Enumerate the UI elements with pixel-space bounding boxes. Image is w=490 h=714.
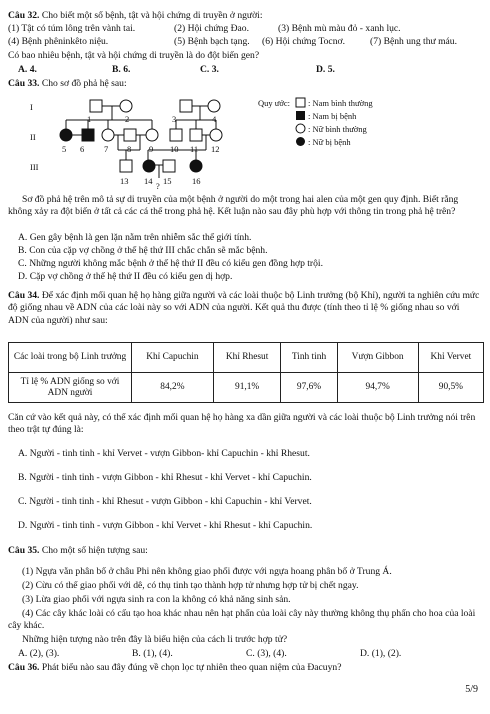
q35-option-a[interactable]: A. (2), (3).	[18, 648, 60, 659]
gen-label-3: III	[30, 162, 39, 172]
q32-option-a[interactable]: A. 4.	[18, 64, 37, 75]
q33-option-d[interactable]: D. Cặp vợ chồng ở thế hệ thứ II đều có kiểu gen dị hợp.	[18, 271, 233, 282]
legend-normal-male: : Nam bình thường	[308, 98, 373, 108]
q33-option-c[interactable]: C. Những người không mắc bệnh ở thế hệ thứ II đều có kiểu gen đồng hợp trội.	[18, 258, 323, 269]
table-cell: 84,2%	[132, 373, 214, 403]
legend-male-normal-icon	[296, 98, 305, 107]
pedigree-female-normal	[210, 129, 222, 141]
q32-label: Câu 32.	[8, 10, 40, 21]
pedigree-female-normal	[102, 129, 114, 141]
q32-option-c[interactable]: C. 3.	[200, 64, 219, 75]
pedigree-num: 11	[190, 144, 199, 154]
page-number: 5/9	[465, 684, 478, 695]
table-cell: 97,6%	[281, 373, 337, 403]
table-header-cell: Khỉ Capuchin	[132, 343, 214, 373]
pedigree-female-normal	[120, 100, 132, 112]
q33-option-a[interactable]: A. Gen gây bệnh là gen lặn nằm trên nhiễm sắc thể giới tính.	[18, 232, 252, 243]
legend-affected-female: : Nữ bị bệnh	[308, 137, 351, 147]
q34-after: Căn cứ vào kết quả này, có thể xác định mối quan hệ họ hàng xa dần giữa người và các loài thuộc bộ Linh trưởng nói trên theo trật tự đúng là:	[8, 412, 476, 436]
legend-title: Quy ước:	[258, 98, 290, 108]
q35-option-b[interactable]: B. (1), (4).	[132, 648, 173, 659]
table-header-cell: Vượn Gibbon	[337, 343, 418, 373]
q34-option-d[interactable]: D. Người - tinh tinh - vượn Gibbon - khỉ Vervet - khỉ Rhesut - khỉ Capuchin.	[18, 520, 313, 531]
q32-question: Có bao nhiêu bệnh, tật và hội chứng di truyền là do đột biến gen?	[8, 50, 260, 61]
q34-option-a[interactable]: A. Người - tinh tinh - khỉ Vervet - vượn Gibbon- khỉ Capuchin - khỉ Rhesut.	[18, 448, 310, 459]
pedigree-male-affected	[82, 129, 94, 141]
table-cell: 91,1%	[213, 373, 281, 403]
q32-option-b[interactable]: B. 6.	[112, 64, 131, 75]
pedigree-num: 10	[170, 144, 179, 154]
pedigree-num: 6	[80, 144, 85, 154]
q32-option-d[interactable]: D. 5.	[316, 64, 335, 75]
q34-label: Câu 34.	[8, 290, 40, 301]
table-header-cell: Tinh tinh	[281, 343, 337, 373]
q35-item-3: (3) Lừa giao phối với ngựa sinh ra con la không có khả năng sinh sản.	[22, 594, 291, 605]
q35-option-c[interactable]: C. (3), (4).	[246, 648, 287, 659]
pedigree-num: 2	[125, 114, 130, 124]
q35-option-d[interactable]: D. (1), (2).	[360, 648, 402, 659]
pedigree-num: 1	[87, 114, 92, 124]
pedigree-male-normal	[180, 100, 192, 112]
q33-label: Câu 33.	[8, 78, 40, 89]
pedigree-female-normal	[146, 129, 158, 141]
pedigree-num: 16	[192, 176, 201, 186]
pedigree-num: 14	[144, 176, 153, 186]
table-header-cell: Các loài trong bộ Linh trưởng	[9, 343, 132, 373]
table-row-label: Tỉ lệ % ADN giống so với ADN người	[9, 373, 132, 403]
pedigree-male-normal	[124, 129, 136, 141]
gen-label-1: I	[30, 102, 33, 112]
q35-item-4: (4) Các cây khác loài có cấu tạo hoa khác nhau nên hạt phấn của loài cây này thường không thụ phấn cho hoa của loài cây khác.	[8, 608, 476, 632]
legend-male-affected-icon	[296, 111, 305, 120]
pedigree-male-normal	[163, 160, 175, 172]
pedigree-female-normal	[208, 100, 220, 112]
pedigree-num: 13	[120, 176, 129, 186]
pedigree-num: 5	[62, 144, 67, 154]
q34-option-b[interactable]: B. Người - tinh tinh - vượn Gibbon - khỉ Rhesut - khỉ Vervet - khỉ Capuchin.	[18, 472, 312, 483]
q33-stem: Câu 33. Cho sơ đồ phả hệ sau:	[8, 78, 127, 89]
q32-item-6: (6) Hội chứng Tocnơ.	[262, 36, 345, 47]
q32-item-7: (7) Bệnh ung thư máu.	[370, 36, 457, 47]
table-header-cell: Khỉ Vervet	[418, 343, 483, 373]
pedigree-num: 15	[163, 176, 172, 186]
legend-affected-male: : Nam bị bệnh	[308, 111, 357, 121]
q32-item-5: (5) Bệnh bạch tạng.	[174, 36, 250, 47]
table-cell: 94,7%	[337, 373, 418, 403]
q35-stem: Câu 35. Cho một số hiện tượng sau:	[8, 545, 148, 556]
legend-female-normal-icon	[296, 124, 305, 133]
q32-stem: Câu 32. Cho biết một số bệnh, tật và hội chứng di truyền ở người:	[8, 10, 263, 21]
table-row	[9, 373, 484, 403]
q35-label: Câu 35.	[8, 545, 40, 556]
q34-stem: Câu 34. Để xác định mối quan hệ họ hàng giữa người và các loài thuộc bộ Linh trưởng (bộ Khỉ), người ta nghiên cứu mức độ giống nhau về ADN của các loài này so với ADN của người. Kết quả thu được (tính theo tỉ lệ % giống nhau so với ADN của người) như sau:	[8, 290, 480, 326]
gen-label-2: II	[30, 132, 36, 142]
pedigree-num: 4	[212, 114, 217, 124]
q32-item-4: (4) Bệnh phêninkêto niệu.	[8, 36, 109, 47]
q35-item-2: (2) Cừu có thể giao phối với dê, có thụ tinh tạo thành hợp tử nhưng hợp tử bị chết ngay.	[22, 580, 359, 591]
pedigree-unknown: ?	[156, 181, 160, 190]
table-row	[9, 343, 484, 373]
q36-stem: Câu 36. Phát biểu nào sau đây đúng về chọn lọc tự nhiên theo quan niệm của Đacuyn?	[8, 662, 342, 673]
pedigree-num: 9	[149, 144, 154, 154]
dna-similarity-table	[8, 342, 484, 403]
table-cell: 90,5%	[418, 373, 483, 403]
pedigree-diagram	[0, 90, 490, 190]
q35-item-1: (1) Ngựa vằn phân bố ở châu Phi nên không giao phối được với ngựa hoang phân bố ở Trung Á.	[22, 566, 392, 577]
q33-option-b[interactable]: B. Con của cặp vợ chồng ở thế hệ thứ III chắc chắn sẽ mắc bệnh.	[18, 245, 268, 256]
pedigree-female-affected	[60, 129, 72, 141]
pedigree-num: 7	[104, 144, 109, 154]
pedigree-male-normal	[90, 100, 102, 112]
pedigree-num: 12	[211, 144, 220, 154]
pedigree-male-normal	[190, 129, 202, 141]
pedigree-num: 8	[127, 144, 132, 154]
q35-question: Những hiện tượng nào trên đây là biểu hiện của cách li trước hợp tử?	[22, 634, 288, 645]
legend-female-affected-icon	[296, 137, 305, 146]
pedigree-female-affected	[143, 160, 155, 172]
q32-item-2: (2) Hội chứng Đao.	[174, 23, 250, 34]
pedigree-female-affected	[190, 160, 202, 172]
q32-item-3: (3) Bệnh mù màu đỏ - xanh lục.	[278, 23, 401, 34]
q33-paragraph: Sơ đồ phả hệ trên mô tả sự di truyền của một bệnh ở người do một trong hai alen của một gen quy định. Biết rằng không xảy ra đột biến ở tất cả các cá thể trong phả hệ. Kết luận nào sau đây phù hợp với thông tin trong phả hệ trên?	[8, 194, 459, 218]
pedigree-num: 3	[172, 114, 177, 124]
pedigree-male-normal	[120, 160, 132, 172]
q34-option-c[interactable]: C. Người - tinh tinh - khỉ Rhesut - vượn Gibbon - khỉ Capuchin - khỉ Vervet.	[18, 496, 312, 507]
q32-item-1: (1) Tật có túm lông trên vành tai.	[8, 23, 136, 34]
pedigree-male-normal	[170, 129, 182, 141]
table-header-cell: Khỉ Rhesut	[213, 343, 281, 373]
legend-normal-female: : Nữ bình thường	[308, 124, 367, 134]
q36-label: Câu 36.	[8, 662, 40, 673]
